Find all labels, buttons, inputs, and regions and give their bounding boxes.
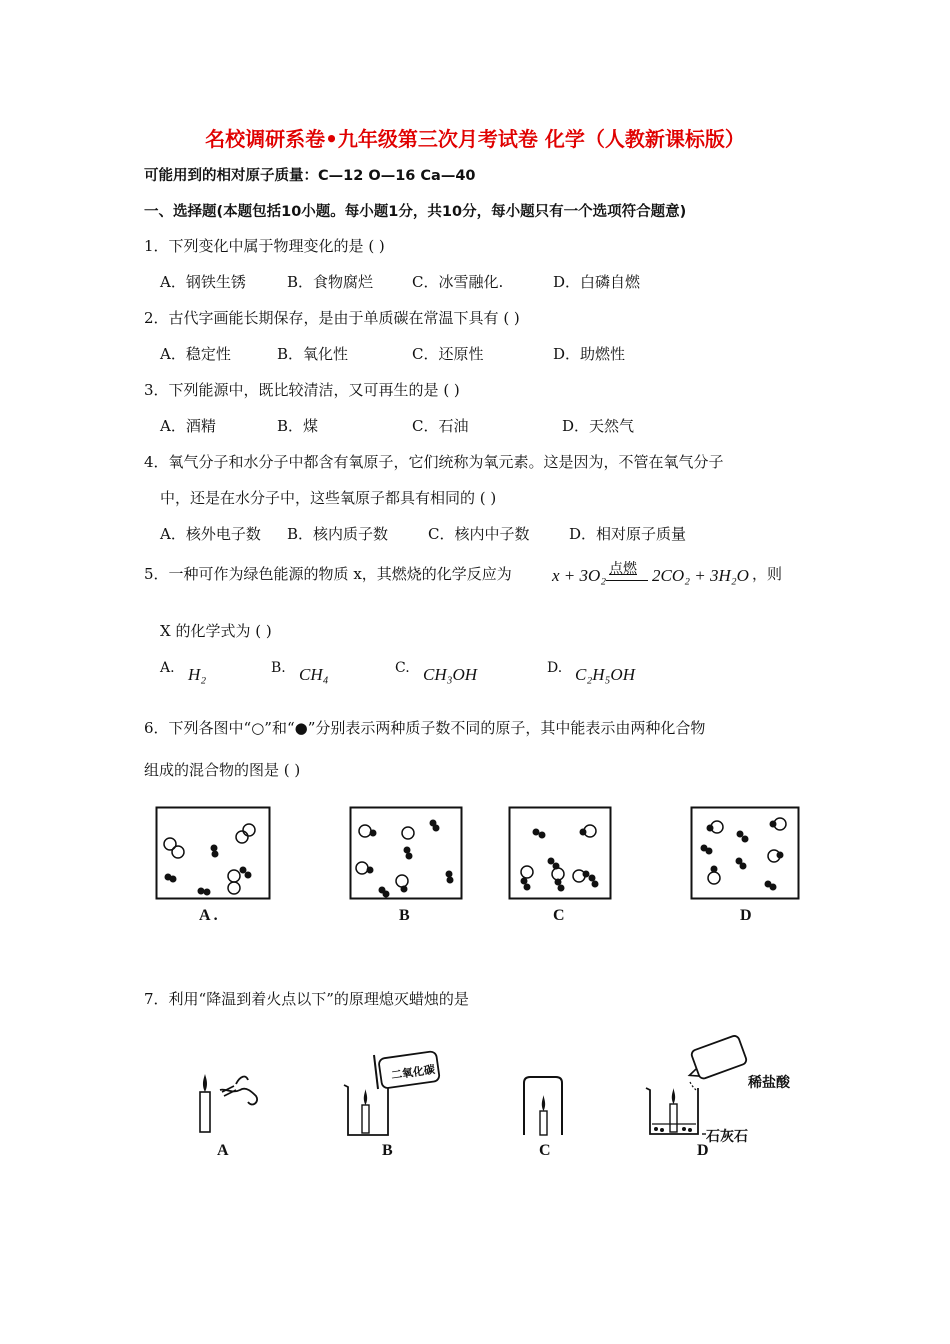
q6-figure-c — [508, 806, 612, 900]
page-title: 名校调研系卷•九年级第三次月考试卷 化学（人教新课标版） — [205, 127, 745, 151]
q7-figure-d — [640, 1030, 750, 1140]
question-5-stem-tail: ，则 — [752, 565, 783, 583]
question-6-stem-cont: 组成的混合物的图是 ( ) — [144, 761, 301, 779]
q7-figure-a — [190, 1050, 270, 1140]
question-4-stem-cont: 中，还是在水分子中，这些氧原子都具有相同的 ( ) — [160, 489, 497, 507]
section-heading: 一、选择题(本题包括10小题。每小题1分，共10分，每小题只有一个选项符合题意) — [144, 204, 687, 220]
q5-option-a-formula: H₂ — [188, 665, 207, 684]
q3-option-c: C．石油 — [412, 417, 469, 435]
q2-option-d: D．助燃性 — [553, 345, 626, 363]
q5-option-d-formula: C₂H₅OH — [575, 665, 635, 684]
question-3-stem: 3．下列能源中，既比较清洁，又可再生的是 ( ) — [144, 381, 460, 399]
q3-option-b: B．煤 — [277, 417, 319, 435]
q6-figure-d — [690, 806, 800, 900]
q7-co2-label: 二氧化碳 — [390, 1062, 436, 1082]
q6-label-c: C — [553, 907, 565, 924]
equation-arrow-line — [606, 580, 648, 581]
q6-label-a: A . — [199, 907, 218, 924]
q4-option-d: D．相对原子质量 — [569, 525, 687, 543]
q1-option-c: C．冰雪融化. — [412, 273, 504, 291]
q7-label-a: A — [217, 1142, 229, 1159]
q7-label-b: B — [382, 1142, 393, 1159]
question-5-stem-cont: X 的化学式为 ( ) — [160, 622, 272, 640]
q7-stone-label: 石灰石 — [706, 1129, 748, 1145]
q6-figure-b — [349, 806, 463, 900]
q1-option-b: B．食物腐烂 — [287, 273, 374, 291]
q5-option-b-letter: B. — [271, 660, 286, 676]
q7-figure-c — [518, 1075, 568, 1137]
q5-option-b-formula: CH₄ — [299, 665, 329, 684]
q5-option-a-letter: A. — [160, 660, 175, 676]
equation-lhs: x + 3O₂ — [552, 566, 607, 585]
q1-option-d: D．白磷自燃 — [553, 273, 641, 291]
q4-option-a: A．核外电子数 — [160, 525, 261, 543]
q5-option-c-formula: CH₃OH — [423, 665, 478, 684]
q3-option-d: D．天然气 — [562, 417, 635, 435]
question-6-stem: 6．下列各图中“○”和“●”分别表示两种质子数不同的原子，其中能表示由两种化合物 — [144, 719, 706, 737]
q5-option-d-letter: D. — [547, 660, 563, 676]
q6-label-d: D — [740, 907, 752, 924]
q6-label-b: B — [399, 907, 410, 924]
question-7-stem: 7．利用“降温到着火点以下”的原理熄灭蜡烛的是 — [144, 990, 469, 1008]
atomic-mass-line: 可能用到的相对原子质量：C—12 O—16 Ca—40 — [144, 168, 476, 184]
q4-option-b: B．核内质子数 — [287, 525, 389, 543]
q7-figure-b — [340, 1045, 445, 1140]
q7-label-c: C — [539, 1142, 551, 1159]
question-1-stem: 1．下列变化中属于物理变化的是 ( ) — [144, 237, 385, 255]
question-5-stem: 5．一种可作为绿色能源的物质 x，其燃烧的化学反应为 — [144, 565, 512, 583]
q7-label-d: D — [697, 1142, 709, 1159]
q2-option-b: B．氧化性 — [277, 345, 349, 363]
q6-figure-a — [155, 806, 271, 900]
q3-option-a: A．酒精 — [160, 417, 216, 435]
question-4-stem: 4．氧气分子和水分子中都含有氧原子，它们统称为氧元素。这是因为，不管在氧气分子 — [144, 453, 724, 471]
equation-rhs: 2CO₂ + 3H₂O — [652, 566, 749, 585]
q7-acid-label: 稀盐酸 — [748, 1075, 790, 1091]
equation-condition: 点燃 — [609, 561, 637, 577]
q1-option-a: A．钢铁生锈 — [160, 273, 246, 291]
question-2-stem: 2．古代字画能长期保存，是由于单质碳在常温下具有 ( ) — [144, 309, 520, 327]
q2-option-c: C．还原性 — [412, 345, 484, 363]
q5-option-c-letter: C. — [395, 660, 410, 676]
q2-option-a: A．稳定性 — [160, 345, 231, 363]
q4-option-c: C．核内中子数 — [428, 525, 530, 543]
